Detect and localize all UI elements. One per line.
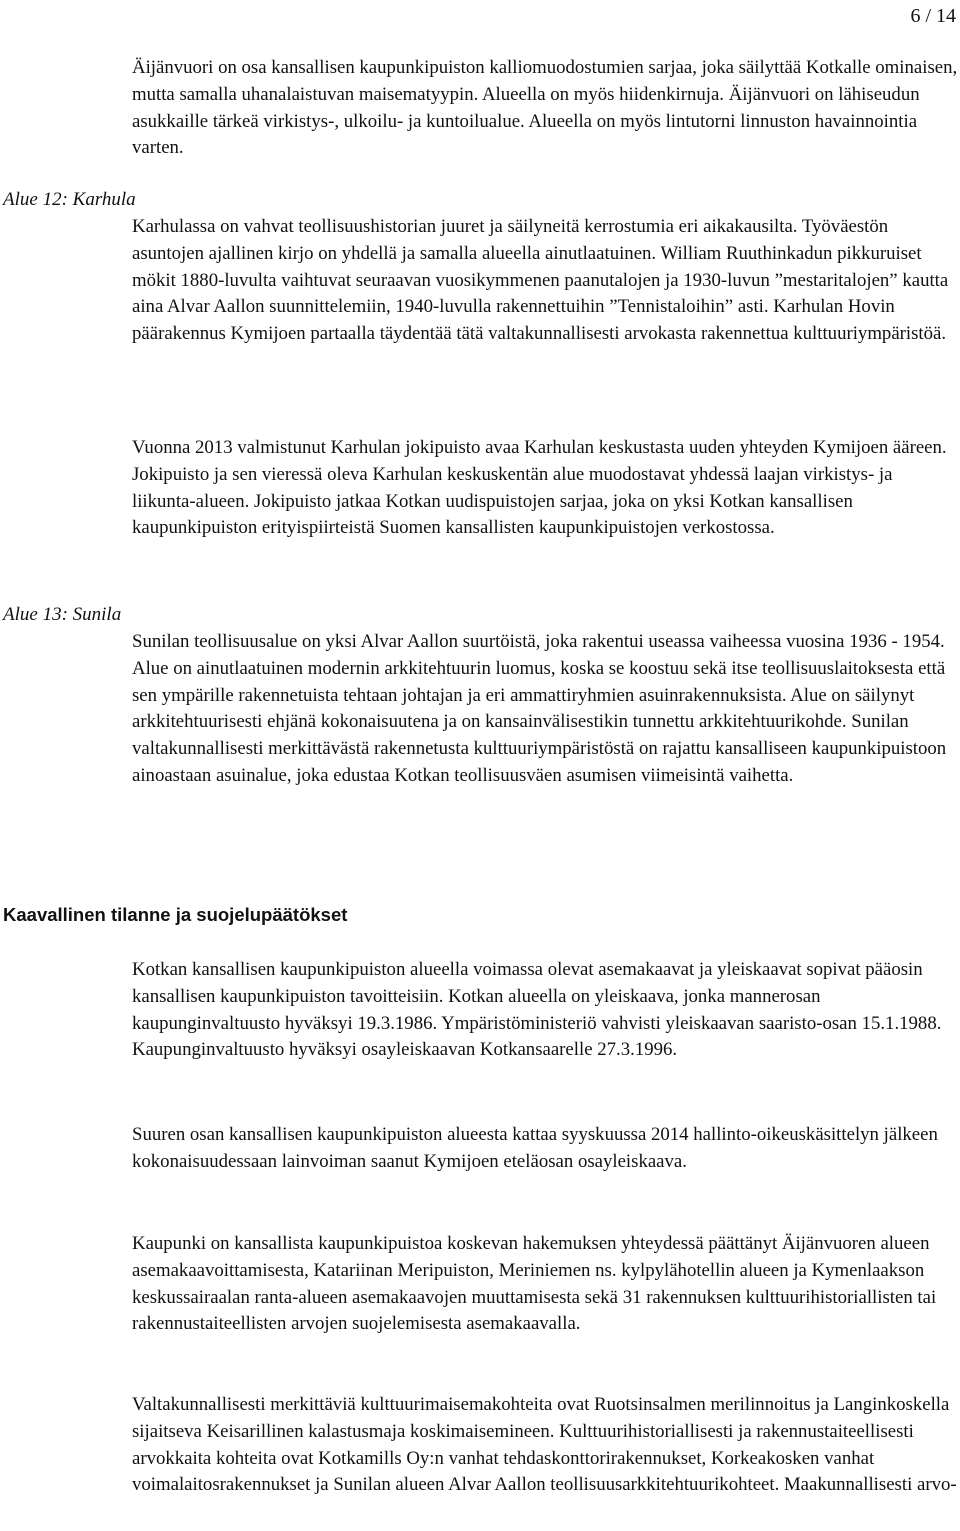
area-12-paragraph-1: Karhulassa on vahvat teollisuushistorian juuret ja säilyneitä kerrostumia eri aikakausilta. Työväestön asuntojen ajallinen kirjo on yhdellä ja samalla alueella ainutlaatuinen. William Ruuthinkadun pikkuruiset mökit 1880-luvulta vaihtuvat seuraavan vuosikymmenen paanutalojen ja 1930-luvun ”mestaritalojen” kautta aina Alvar Aallon suunnittelemiin, 1940-luvulla rakennettuihin ”Tennistaloihin” asti. Karhulan Hovin päärakennus Kymijoen partaalla täydentää tätä valtakunnallisesti arvokasta rakennettua kulttuuriympäristöä. [132, 216, 949, 345]
area-13-paragraph-1: Sunilan teollisuusalue on yksi Alvar Aallon suurtöistä, joka rakentui useassa vaiheessa vuosina 1936 - 1954. Alue on ainutlaatuinen modernin arkkitehtuurin luomus, koska se koostuu sekä itse teollisuuslaitoksesta että sen ympärille rakennetuista tehtaan johtajan ja eri ammattiryhmien asuinrakennuksista. Alue on säilynyt arkkitehtuurisesti ehjänä kokonaisuutena ja on kansainvälisestikin tunnettu arkkitehtuurikohde. Sunilan valtakunnallisesti merkittävästä rakennetusta kulttuuriympäristöstä on rajattu kansalliseen kaupunkipuistoon ainoastaan asuinalue, joka edustaa Kotkan teollisuusväen asumisen viimeisintä vaihetta. [132, 631, 947, 786]
planning-paragraph-3: Kaupunki on kansallista kaupunkipuistoa koskevan hakemuksen yhteydessä päättänyt Äijänvuoren alueen asemakaavoittamisesta, Katariinan Meripuiston, Meriniemen ns. kylpylähotellin alueen ja Kymenlaakson keskussairaalan ranta-alueen asemakaavojen muuttamisesta sekä 31 rakennuksen kulttuurihistoriallisten tai rakennustaiteellisten arvojen suojelemisesta asemakaavalla. [132, 1233, 937, 1335]
intro-paragraph: Äijänvuori on osa kansallisen kaupunkipuiston kalliomuodostumien sarjaa, joka säilyttää Kotkalle ominaisen, mutta samalla uhanalaistuvan maisematyypin. Alueella on myös hiidenkirnuja. Äijänvuori on lähiseudun asukkaille tärkeä virkistys-, ulkoilu- ja kuntoilualue. Alueella on myös lintutorni linnuston havainnointia varten. [132, 57, 958, 159]
planning-paragraph-4: Valtakunnallisesti merkittäviä kulttuurimaisemakohteita ovat Ruotsinsalmen merilinnoitus ja Langinkoskella sijaitseva Keisarillinen kalastusmaja koskimaisemineen. Kulttuurihistoriallisesti ja rakennustaiteellisesti arvokkaita kohteita ovat Kotkamills Oy:n vanhat tehdaskonttorirakennukset, Korkeakosken vanhat voimalaitosrakennukset ja Sunilan alueen Alvar Aallon teollisuusarkkitehtuurikohteet. Maakunnallisesti arvo- [132, 1394, 957, 1496]
page-number: 6 / 14 [910, 5, 956, 27]
area-12-paragraph-2: Vuonna 2013 valmistunut Karhulan jokipuisto avaa Karhulan keskustasta uuden yhteyden Kymijoen ääreen. Jokipuisto ja sen vieressä oleva Karhulan keskuskentän alue muodostavat yhdessä laajan virkistys- ja liikunta-alueen. Jokipuisto jatkaa Kotkan uudispuistojen sarjaa, joka on yksi Kotkan kansallisen kaupunkipuiston erityispiirteistä Suomen kansallisten kaupunkipuistojen verkostossa. [132, 437, 947, 539]
planning-paragraph-1: Kotkan kansallisen kaupunkipuiston alueella voimassa olevat asemakaavat ja yleiskaavat sopivat pääosin kansallisen kaupunkipuiston tavoitteisiin. Kotkan alueella on yleiskaava, jonka mannerosan kaupunginvaltuusto hyväksyi 19.3.1986. Ympäristöministeriö vahvisti yleiskaavan saaristo-osan 15.1.1988. Kaupunginvaltuusto hyväksyi osayleiskaavan Kotkansaarelle 27.3.1996. [132, 959, 942, 1061]
planning-paragraph-2: Suuren osan kansallisen kaupunkipuiston alueesta kattaa syyskuussa 2014 hallinto-oikeuskäsittelyn jälkeen kokonaisuudessaan lainvoiman saanut Kymijoen eteläosan osayleiskaava. [132, 1124, 938, 1172]
area-13-heading: Alue 13: Sunila [3, 604, 122, 625]
area-12-heading: Alue 12: Karhula [3, 189, 136, 210]
planning-section-heading: Kaavallinen tilanne ja suojelupäätökset [3, 904, 348, 925]
